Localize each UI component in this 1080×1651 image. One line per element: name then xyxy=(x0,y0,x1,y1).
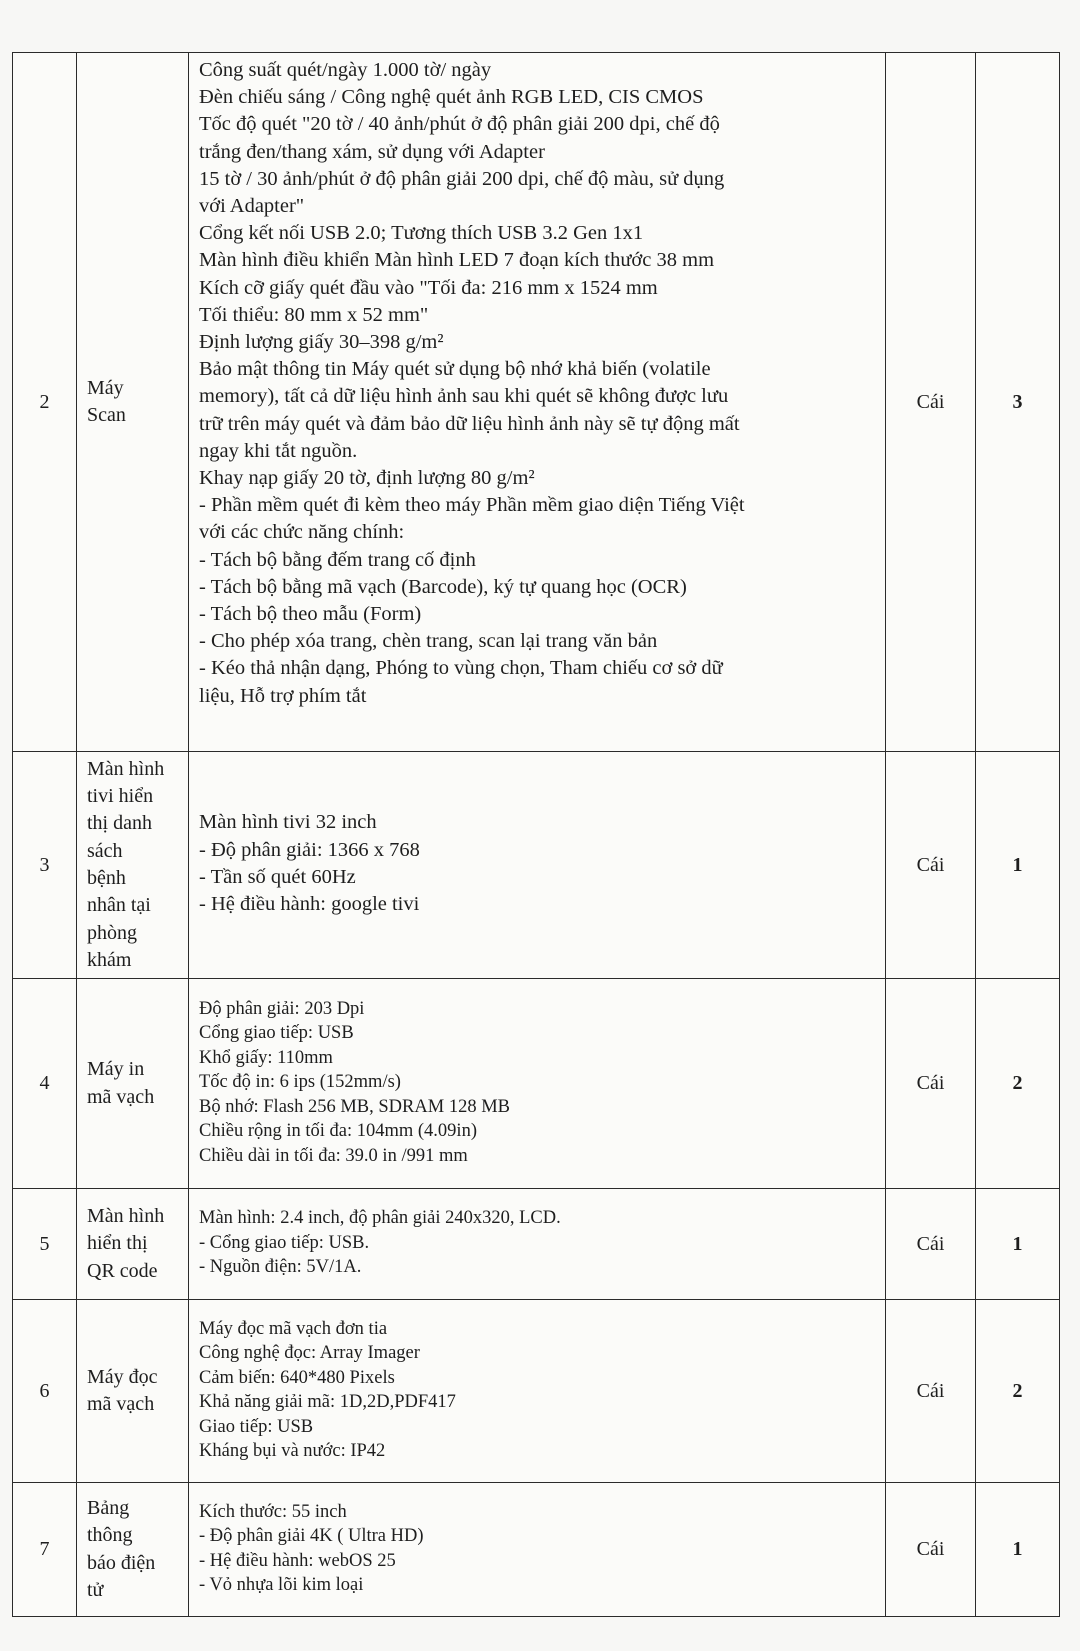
item-name-line: mã vạch xyxy=(87,1085,155,1108)
item-name xyxy=(77,752,189,979)
description-line: Độ phân giải: 203 Dpi xyxy=(199,998,365,1019)
item-description xyxy=(189,979,886,1189)
description-line: Kích thước: 55 inch xyxy=(199,1501,347,1522)
item-name-line: tử xyxy=(87,1578,104,1601)
item-description xyxy=(189,1483,886,1617)
description-line: memory), tất cả dữ liệu hình ảnh sau khi quét sẽ không được lưu xyxy=(199,385,729,408)
quantity-cell: 1 xyxy=(976,1483,1060,1617)
description-line: Bảo mật thông tin Máy quét sử dụng bộ nhớ khả biến (volatile xyxy=(199,358,711,381)
item-description xyxy=(189,752,886,979)
item-description xyxy=(189,1300,886,1483)
description-line: - Phần mềm quét đi kèm theo máy Phần mềm giao diện Tiếng Việt xyxy=(199,494,745,517)
description-line: Chiều rộng in tối đa: 104mm (4.09in) xyxy=(199,1121,477,1142)
quantity-cell: 1 xyxy=(976,752,1060,979)
description-line: Khay nạp giấy 20 tờ, định lượng 80 g/m² xyxy=(199,467,535,490)
equipment-spec-table xyxy=(12,52,1060,1617)
item-name xyxy=(77,1189,189,1300)
description-line: Đèn chiếu sáng / Công nghệ quét ảnh RGB LED, CIS CMOS xyxy=(199,86,704,109)
description-line: - Độ phân giải 4K ( Ultra HD) xyxy=(199,1526,424,1546)
quantity-cell: 1 xyxy=(976,1189,1060,1300)
item-name-line: QR code xyxy=(87,1259,158,1282)
unit-cell: Cái xyxy=(886,1189,976,1300)
unit-cell: Cái xyxy=(886,979,976,1189)
item-name-line: Máy đọc xyxy=(87,1365,158,1388)
table-row xyxy=(13,1300,1060,1483)
unit-cell: Cái xyxy=(886,752,976,979)
item-name-line: Màn hình xyxy=(87,757,165,780)
item-name-line: sách xyxy=(87,839,123,862)
description-line: Cảm biến: 640*480 Pixels xyxy=(199,1367,395,1388)
row-number: 5 xyxy=(13,1189,77,1300)
description-line: - Tách bộ bằng đếm trang cố định xyxy=(199,548,476,571)
description-line: - Tách bộ theo mẫu (Form) xyxy=(199,603,422,626)
table-row xyxy=(13,1189,1060,1300)
table-row xyxy=(13,1483,1060,1617)
description-line: Màn hình điều khiển Màn hình LED 7 đoạn kích thước 38 mm xyxy=(199,249,715,272)
item-description xyxy=(189,1189,886,1300)
row-number: 3 xyxy=(13,752,77,979)
item-name-line: Máy in xyxy=(87,1058,145,1081)
row-number: 7 xyxy=(13,1483,77,1617)
description-line: ngay khi tắt nguồn. xyxy=(199,439,358,462)
row-number: 4 xyxy=(13,979,77,1189)
description-line: Công nghệ đọc: Array Imager xyxy=(199,1343,420,1363)
quantity-cell: 2 xyxy=(976,979,1060,1189)
item-name-line: nhân tại xyxy=(87,894,151,917)
item-name-line: thông xyxy=(87,1524,133,1547)
table-row xyxy=(13,53,1060,752)
item-name-line: khám xyxy=(87,948,132,971)
description-line: Khả năng giải mã: 1D,2D,PDF417 xyxy=(199,1392,456,1412)
description-line: liệu, Hỗ trợ phím tắt xyxy=(199,684,367,707)
row-number: 2 xyxy=(13,53,77,752)
description-line: với các chức năng chính: xyxy=(199,521,405,544)
description-line: - Tần số quét 60Hz xyxy=(199,866,356,888)
item-name-line: mã vạch xyxy=(87,1393,155,1415)
unit-cell: Cái xyxy=(886,53,976,752)
item-name-line: Màn hình xyxy=(87,1205,165,1228)
item-name xyxy=(77,1300,189,1483)
item-name-line: phòng xyxy=(87,921,137,944)
item-name xyxy=(77,53,189,752)
description-line: - Hệ điều hành: webOS 25 xyxy=(199,1550,396,1571)
description-line: Công suất quét/ngày 1.000 tờ/ ngày xyxy=(199,59,492,81)
description-line: Bộ nhớ: Flash 256 MB, SDRAM 128 MB xyxy=(199,1096,510,1117)
description-line: - Tách bộ bằng mã vạch (Barcode), ký tự quang học (OCR) xyxy=(199,575,687,598)
description-line: trữ trên máy quét và đảm bảo dữ liệu hình ảnh này sẽ tự động mất xyxy=(199,412,740,435)
description-line: - Kéo thả nhận dạng, Phóng to vùng chọn, Tham chiếu cơ sở dữ xyxy=(199,657,723,680)
description-line: Màn hình: 2.4 inch, độ phân giải 240x320, LCD. xyxy=(199,1208,561,1229)
item-name-line: báo điện xyxy=(87,1551,156,1574)
item-name-line: tivi hiển xyxy=(87,785,154,808)
description-line: với Adapter" xyxy=(199,195,305,218)
description-line: Chiều dài in tối đa: 39.0 in /991 mm xyxy=(199,1145,468,1166)
unit-cell: Cái xyxy=(886,1300,976,1483)
item-name-line: Scan xyxy=(87,404,126,426)
table-row xyxy=(13,979,1060,1189)
item-name-line: hiển thị xyxy=(87,1232,148,1255)
description-line: Kích cỡ giấy quét đầu vào "Tối đa: 216 mm x 1524 mm xyxy=(199,276,658,299)
row-number: 6 xyxy=(13,1300,77,1483)
description-line: Tốc độ in: 6 ips (152mm/s) xyxy=(199,1072,401,1093)
description-line: 15 tờ / 30 ảnh/phút ở độ phân giải 200 dpi, chế độ màu, sử dụng xyxy=(199,167,725,190)
description-line: - Độ phân giải: 1366 x 768 xyxy=(199,838,420,861)
quantity-cell: 3 xyxy=(976,53,1060,752)
description-line: - Nguồn điện: 5V/1A. xyxy=(199,1257,362,1278)
description-line: Tốc độ quét "20 tờ / 40 ảnh/phút ở độ phân giải 200 dpi, chế độ xyxy=(199,113,720,136)
item-name-line: Máy xyxy=(87,376,124,399)
item-name-line: Bảng xyxy=(87,1496,130,1519)
description-line: Tối thiểu: 80 mm x 52 mm" xyxy=(199,303,429,326)
description-line: Cổng giao tiếp: USB xyxy=(199,1023,354,1044)
description-line: trắng đen/thang xám, sử dụng với Adapter xyxy=(199,140,545,163)
description-line: Kháng bụi và nước: IP42 xyxy=(199,1441,386,1461)
quantity-cell: 2 xyxy=(976,1300,1060,1483)
description-line: - Cho phép xóa trang, chèn trang, scan lại trang văn bản xyxy=(199,630,658,653)
description-line: - Vỏ nhựa lõi kim loại xyxy=(199,1575,364,1595)
description-line: - Hệ điều hành: google tivi xyxy=(199,893,420,916)
item-name xyxy=(77,979,189,1189)
unit-cell: Cái xyxy=(886,1483,976,1617)
table-row xyxy=(13,752,1060,979)
description-line: Màn hình tivi 32 inch xyxy=(199,811,377,834)
description-line: Giao tiếp: USB xyxy=(199,1416,314,1437)
item-description xyxy=(189,53,886,752)
item-name-line: thị danh xyxy=(87,812,152,835)
description-line: Khổ giấy: 110mm xyxy=(199,1047,333,1068)
description-line: Cổng kết nối USB 2.0; Tương thích USB 3.2 Gen 1x1 xyxy=(199,222,644,245)
item-name xyxy=(77,1483,189,1617)
description-line: Định lượng giấy 30–398 g/m² xyxy=(199,331,444,354)
description-line: - Cổng giao tiếp: USB. xyxy=(199,1232,370,1253)
item-name-line: bệnh xyxy=(87,867,126,889)
description-line: Máy đọc mã vạch đơn tia xyxy=(199,1318,388,1339)
